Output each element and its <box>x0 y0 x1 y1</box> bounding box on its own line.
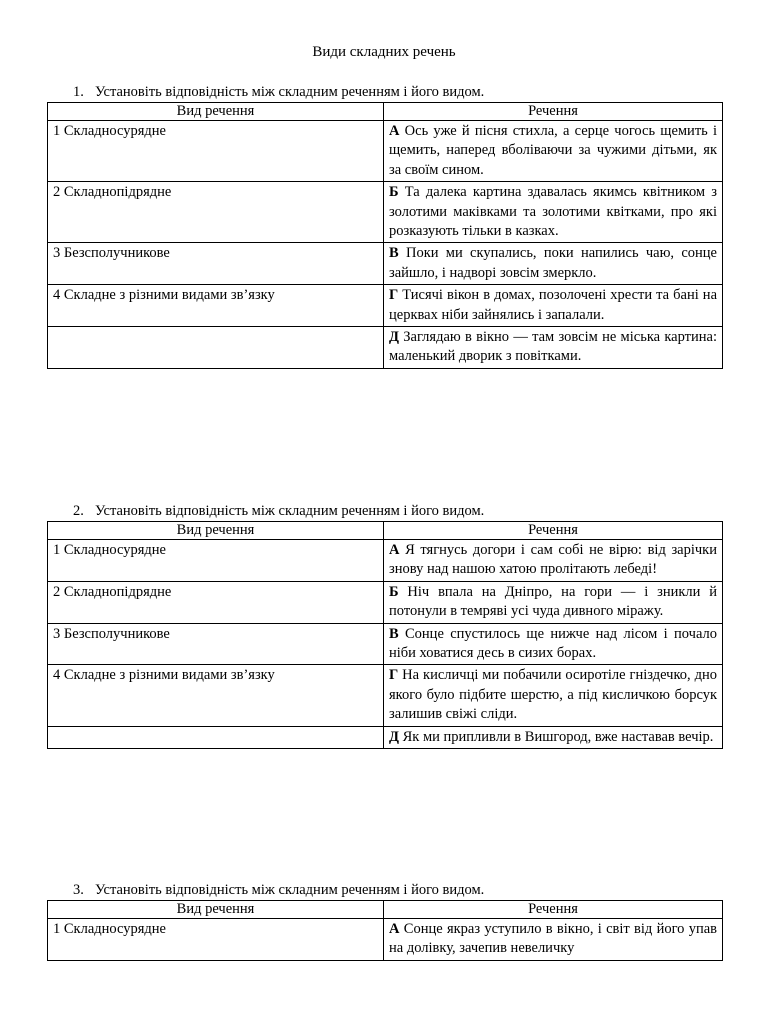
column-header-type: Вид речення <box>48 103 384 121</box>
sentence-text: Сонце спустилось ще нижче над лісом і почало ніби ховатися десь в сизих борах. <box>389 625 717 662</box>
sentence-text: Сонце якраз уступило в вікно, і світ від його упав на долівку, зачепив невеличку <box>389 921 717 957</box>
column-header-sentence: Речення <box>384 103 723 121</box>
option-letter: Д <box>389 329 399 346</box>
sentence-type-cell: 2 Складнопідрядне <box>48 581 384 623</box>
task-heading <box>47 882 722 900</box>
sentence-text: Поки ми скупались, поки напились чаю, сонце зайшло, і надворі зовсім змеркло. <box>389 245 717 281</box>
sentence-text: Та далека картина здавалась якимсь квітником з золотими маківками та золотими квітками, про які розказують тільки в казках. <box>389 184 717 240</box>
column-header-sentence: Речення <box>384 901 723 919</box>
sentence-text: Я тягнусь догори і сам собі не вірю: від зарічки знову над нашою хатою пролітають лебеді! <box>389 542 717 578</box>
task-heading <box>47 503 722 521</box>
table-header-row <box>48 522 723 540</box>
task-3 <box>47 882 722 961</box>
sentence-type-cell: 1 Складносурядне <box>48 540 384 582</box>
sentence-text: На кисличці ми побачили осиротіле гніздечко, дно якого було підбите шерстю, а під кисличкою борсук залишив свіжі сліди. <box>389 667 717 723</box>
task-heading <box>47 84 722 102</box>
sentence-text: Ніч впала на Дніпро, на гори — і зникли й потонули в темряві усі чуда дивного міражу. <box>389 583 717 620</box>
task-instruction: Установіть відповідність між складним реченням і його видом. <box>95 84 485 100</box>
sentence-cell <box>384 623 723 665</box>
table-header-row <box>48 901 723 919</box>
table-row <box>48 243 723 285</box>
column-header-type: Вид речення <box>48 901 384 919</box>
sentence-cell <box>384 327 723 369</box>
option-letter: А <box>389 921 400 937</box>
sentence-text: Як ми припливли в Вишгород, вже наставав вечір. <box>398 728 714 745</box>
sentence-type-cell: 2 Складнопідрядне <box>48 182 384 243</box>
table-row <box>48 285 723 327</box>
sentence-cell <box>384 540 723 582</box>
table-row <box>48 919 723 961</box>
option-letter: А <box>389 123 400 139</box>
option-letter: Г <box>389 667 399 684</box>
sentence-type-cell: 1 Складносурядне <box>48 919 384 961</box>
sentence-type-cell: 4 Складне з різними видами зв’язку <box>48 665 384 726</box>
matching-table <box>47 521 723 749</box>
sentence-cell <box>384 581 723 623</box>
table-row <box>48 327 723 369</box>
sentence-type-cell <box>48 327 384 369</box>
table-row <box>48 581 723 623</box>
task-instruction: Установіть відповідність між складним реченням і його видом. <box>95 882 485 898</box>
sentence-cell <box>384 665 723 726</box>
option-letter: В <box>389 245 399 262</box>
sentence-cell <box>384 243 723 285</box>
task-instruction: Установіть відповідність між складним реченням і його видом. <box>95 503 485 519</box>
task-number: 1. <box>73 84 84 100</box>
sentence-text: Заглядаю в вікно — там зовсім не міська картина: маленький дворик з повітками. <box>389 329 717 365</box>
sentence-type-cell: 3 Безсполучникове <box>48 243 384 285</box>
option-letter: Г <box>389 287 399 304</box>
task-number: 3. <box>73 882 84 898</box>
sentence-type-cell: 3 Безсполучникове <box>48 623 384 665</box>
task-1 <box>47 84 722 369</box>
option-letter: А <box>389 542 400 558</box>
column-header-type: Вид речення <box>48 522 384 540</box>
matching-table <box>47 102 723 369</box>
option-letter: В <box>389 625 399 642</box>
sentence-cell <box>384 121 723 182</box>
sentence-text: Тисячі вікон в домах, позолочені хрести та бані на церквах ніби зайнялись і запалали. <box>389 287 717 323</box>
table-row <box>48 726 723 748</box>
sentence-type-cell: 1 Складносурядне <box>48 121 384 182</box>
document-title: Види складних речень <box>312 44 456 60</box>
sentence-cell <box>384 726 723 748</box>
table-header-row <box>48 103 723 121</box>
sentence-cell <box>384 182 723 243</box>
option-letter: Б <box>389 583 399 600</box>
task-number: 2. <box>73 503 84 519</box>
column-header-sentence: Речення <box>384 522 723 540</box>
table-row <box>48 623 723 665</box>
sentence-text: Ось уже й пісня стихла, а серце чогось щемить і щемить, наперед вболіваючи за чужими дітьми, як за своїм сином. <box>389 123 717 178</box>
table-row <box>48 182 723 243</box>
sentence-cell <box>384 285 723 327</box>
task-2 <box>47 503 722 749</box>
option-letter: Б <box>389 184 399 201</box>
option-letter: Д <box>389 728 399 745</box>
matching-table <box>47 900 723 961</box>
table-row <box>48 121 723 182</box>
table-row <box>48 540 723 582</box>
table-row <box>48 665 723 726</box>
sentence-cell <box>384 919 723 961</box>
sentence-type-cell: 4 Складне з різними видами зв’язку <box>48 285 384 327</box>
sentence-type-cell <box>48 726 384 748</box>
